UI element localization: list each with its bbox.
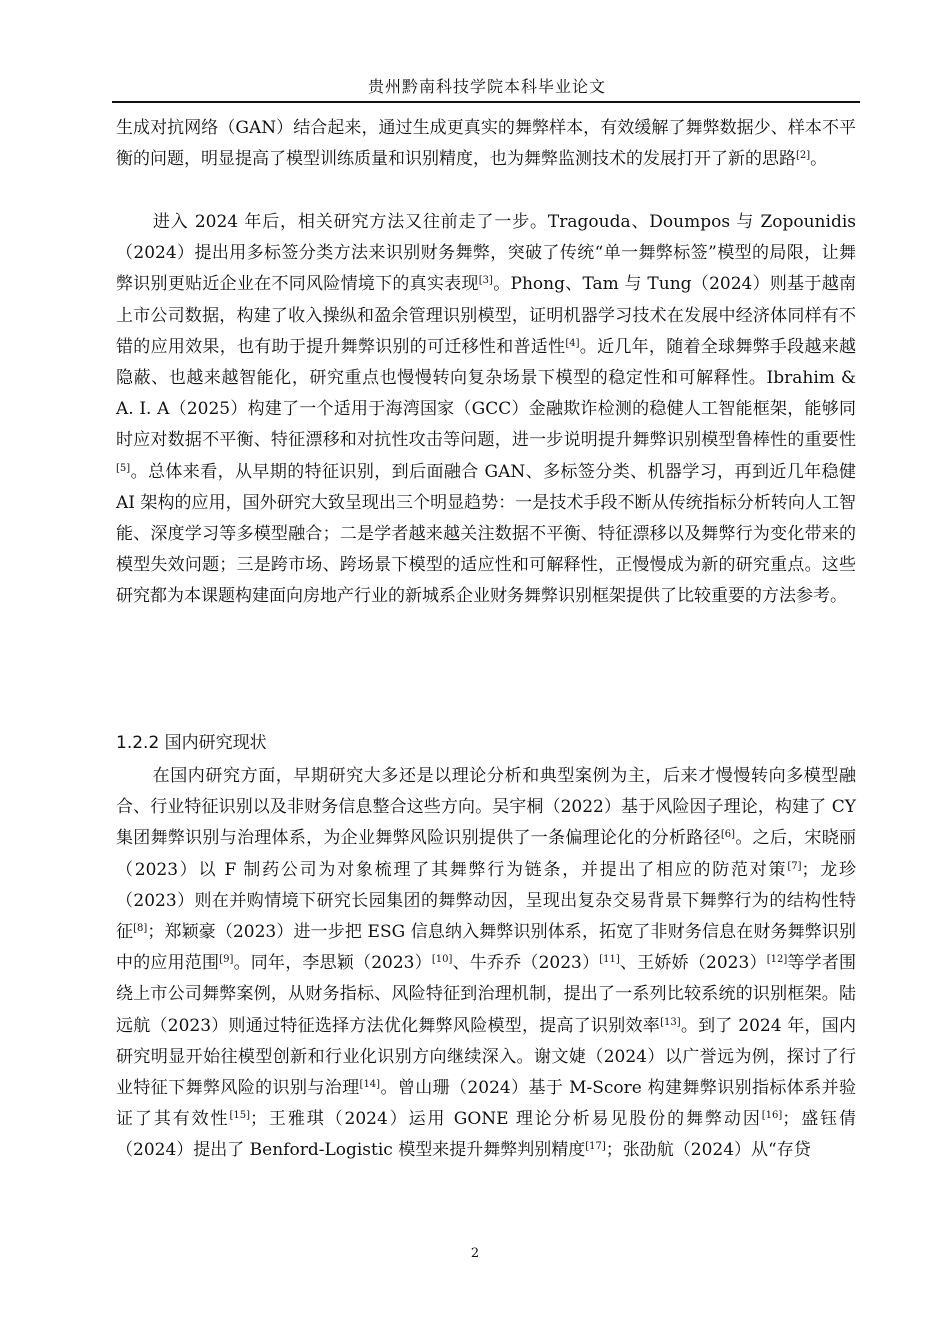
body-text: 。Phong、Tam 与 Tung（2024）则基于越南上市公司数据，构建了收入操纵和盈余管理识别模型，证明机器学习技术在发展中经济体同样有不错的应用效果，也有助于提升舞弊识别的可迁移性和普适性 [116, 274, 856, 357]
body-text: 等学者围绕上市公司舞弊案例，从财务指标、风险特征到治理机制，提出了一系列比较系统的识别框架。陆远航（2023）则通过特征选择方法优化舞弊风险模型，提高了识别效率 [116, 953, 857, 1036]
body-text: 。到了 2024 年，国内研究明显开始往模型创新和行业化识别方向继续深入。谢文婕（2024）以广誉远为例，探讨了行业特征下舞弊风险的识别与治理 [116, 1015, 857, 1099]
body-text: 。曾山珊（2024）基于 M-Score 构建舞弊识别指标体系并验证了其有效性 [116, 1078, 856, 1130]
body-text: ；郑颖豪（2023）进一步把 ESG 信息纳入舞弊识别体系，拓宽了非财务信息在财务舞弊识别中的应用范围 [116, 922, 856, 974]
body-text: 、王娇娇（2023） [619, 953, 767, 974]
body-text: ；张劭航（2024）从“存贷 [605, 1140, 811, 1161]
citation-ref: [7] [787, 860, 802, 872]
body-text: 。 [810, 149, 828, 170]
body-text: ；盛钰倩（2024）提出了 Benford-Logistic 模型来提升舞弊判别精度 [116, 1109, 857, 1161]
body-text: 、牛乔乔（2023） [452, 953, 600, 974]
body-text: 在国内研究方面，早期研究大多还是以理论分析和典型案例为主，后来才慢慢转向多模型融合、行业特征识别以及非财务信息整合这些方向。吴宇桐（2022）基于风险因子理论，构建了 CY 集团舞弊识别与治理体系，为企业舞弊风险识别提供了一条偏理论化的分析路径 [116, 766, 856, 849]
running-header: 贵州黔南科技学院本科毕业论文 [367, 77, 606, 96]
citation-ref: [15] [229, 1110, 250, 1122]
body-text: 进入 2024 年后，相关研究方法又往前走了一步。Tragouda、Doumpos 与 Zopounidis（2024）提出用多标签分类方法来识别财务舞弊，突破了传统“单一舞弊标签”模型的局限，让舞弊识别更贴近企业在不同风险情境下的真实表现 [116, 212, 856, 295]
citation-ref: [17] [585, 1141, 606, 1153]
body-text: 。之后，宋晓丽（2023）以 F 制药公司为对象梳理了其舞弊行为链条，并提出了相应的防范对策 [116, 828, 857, 880]
body-text: 生成对抗网络（GAN）结合起来，通过生成更真实的舞弊样本，有效缓解了舞弊数据少、样本不平衡的问题，明显提高了模型训练质量和识别精度，也为舞弊监测技术的发展打开了新的思路 [116, 118, 856, 170]
paragraph-domestic-research [116, 761, 856, 1167]
citation-ref: [11] [599, 954, 620, 966]
body-text: 。总体来看，从早期的特征识别，到后面融合 GAN、多标签分类、机器学习，再到近几年稳健 AI 架构的应用，国外研究大致呈现出三个明显趋势：一是技术手段不断从传统指标分析转向人工智能、深度学习等多模型融合；二是学者越来越关注数据不平衡、特征漂移以及舞弊行为变化带来的模型失效问题；三是跨市场、跨场景下模型的适应性和可解释性，正慢慢成为新的研究重点。这些研究都为本课题构建面向房地产行业的新城系企业财务舞弊识别框架提供了比较重要的方法参考。 [116, 461, 856, 607]
citation-ref: [16] [761, 1110, 783, 1122]
citation-ref: [12] [766, 954, 788, 966]
citation-ref: [13] [660, 1016, 681, 1028]
paragraph-foreign-research-2024 [116, 207, 856, 613]
citation-ref: [3] [478, 275, 493, 287]
body-text: ；龙珍（2023）则在并购情境下研究长园集团的舞弊动因，呈现出复杂交易背景下舞弊行为的结构性特征 [116, 859, 856, 943]
body-text: ；王雅琪（2024）运用 GONE 理论分析易见股份的舞弊动因 [250, 1109, 762, 1130]
citation-ref: [14] [359, 1079, 381, 1091]
citation-ref: [10] [431, 954, 453, 966]
paragraph-foreign-research-continued [116, 113, 856, 175]
citation-ref: [4] [565, 337, 580, 349]
page-number: 2 [470, 1246, 480, 1261]
citation-ref: [9] [219, 954, 234, 966]
citation-ref: [8] [133, 923, 148, 935]
citation-ref: [6] [720, 829, 736, 841]
header-rule [112, 101, 860, 103]
body-text: 。同年，李思颖（2023） [233, 953, 432, 974]
body-text: 。近几年，随着全球舞弊手段越来越隐蔽、也越来越智能化，研究重点也慢慢转向复杂场景下模型的稳定性和可解释性。Ibrahim & A. I. A（2025）构建了一个适用于海湾国家（GCC）金融欺诈检测的稳健人工智能框架，能够同时应对数据不平衡、特征漂移和对抗性攻击等问题，进一步说明提升舞弊识别模型鲁棒性的重要性 [116, 336, 857, 451]
section-heading: 1.2.2 国内研究现状 [116, 733, 267, 753]
citation-ref: [2] [796, 150, 811, 162]
citation-ref: [5] [116, 462, 131, 474]
